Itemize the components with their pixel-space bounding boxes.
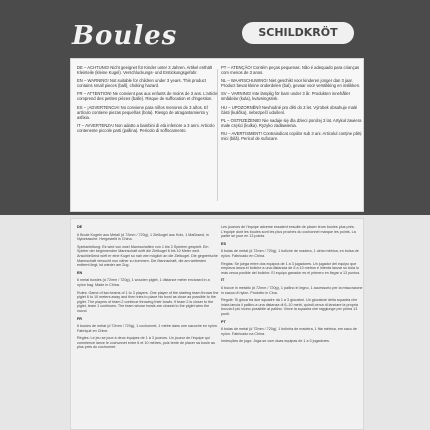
instruction-paragraph: Spielanleitung: Es wird von zwei Mannschaften von 1 bis 3 Spielern gespielt. Ein Spieler der beginnenden Mannschaft wirft die Zielkugel 6 bis 10 Meter weit. Anschließend wirft er eine Kugel so nah wie möglich an die Zielkugel. Die gegnerische Mannschaft versucht nun näher zu kommen. Die Mannschaft, die am weitesten entfernt liegt, ist wieder am Zug.: [77, 244, 218, 268]
warning-paragraph: NL – WAARSCHUWING! Niet geschikt voor kinderen jonger dan 3 jaar. Product bevat kleine onderdelen (bal), gevaar voor verstikking en inslikken.: [221, 78, 361, 89]
product-title: Boules: [72, 21, 178, 51]
language-code: EN: [77, 270, 83, 275]
instruction-paragraph: Règles: Le jeu se joue à deux équipes de 1 à 3 joueurs. Un joueur de l'équipe qui commence lance le cochonnet entre 6 et 10 mètres, puis tente de placer sa boule au plus près du cochonnet.: [77, 336, 216, 350]
warning-paragraph: IT – AVVERTENZA! Non adatto a bambini di età inferiore a 3 anni. Articolo contenente piccole parti (pallina). Pericolo di soffocamento.: [77, 122, 215, 133]
instruction-paragraph: Regole: Si gioca tra due squadre da 1 a 3 giocatori. Un giocatore della squadra che inizia lancia il pallino a una distanza di 6–10 metri, quindi cerca di lanciare la propria boccia il più vicino possibile al pallino. Vince la squadra che raggiunge per prima 13 punti.: [221, 298, 358, 316]
language-code: ES: [221, 241, 226, 246]
warning-paragraph: HU – UPOZORNĚNÍ! Nevhodné pro děti do 3 let. Výrobek obsahuje malé části (kulička), nebezpečí udušení.: [221, 104, 358, 115]
instruction-paragraph: 6 bolas de metal (d 72mm / 720g), 1 boliche de madera, 1 cinta métrica, en bolsa de nylon. Fabricado en China.: [221, 249, 359, 258]
warning-paragraph: FR – ATTENTION! Ne convient pas aux enfants de moins de 3 ans. L'article comprend des petites pièces (balle). Risque de suffocation et d'ingestion.: [77, 91, 218, 102]
instruction-paragraph: 6 bocce in metallo (d 72mm / 720g), 1 pallino in legno, 1 accessorio per la misurazione in sacca di nylon. Prodotto in Cina.: [221, 285, 363, 295]
language-code: DE: [77, 225, 83, 229]
instructions-left-column: [77, 225, 219, 353]
warnings-right-column: [221, 65, 363, 144]
instruction-paragraph: 6 metal bowles (d 72mm / 720g), 1 wooden piglet, 1 distance meter enclosed in a nylon bag. Made in China.: [77, 278, 210, 287]
brand-logo: [242, 22, 354, 44]
instruction-paragraph: Rules: Game of two teams of 1 to 3 players. One player of the starting team throws the piglet 6 to 10 meters away and then tries to place his bowl as close as possible to the piglet. The players of team 2 continue throwing their bowls. If team 2 is closer to the piglet, team 1 continues. The team whose bowls are closest to the piglet wins the round.: [77, 290, 219, 313]
language-code: PT: [221, 319, 226, 324]
instruction-paragraph: Reglas: Se juega entre dos equipos de 1 a 3 jugadores. Un jugador del equipo que empieza lanza el boliche a una distancia de 6 a 10 metros e intenta lanzar su bola lo más cerca posible del boliche. El equipo ganador es el primero en llegar a 13 puntos.: [221, 261, 361, 275]
instructions-right-column: [221, 225, 363, 347]
instruction-paragraph: 6 boules de métal (d 72mm / 720g), 1 cochonnet, 1 mètre dans une sacoche en nylon. Fabriqué en Chine.: [77, 324, 218, 333]
warnings-left-column: [77, 65, 219, 136]
warning-paragraph: DE – ACHTUNG! Nicht geeignet für Kinder unter 3 Jahren. Artikel enthält Kleinteile (kleine Kugel). Verschluckungs- und Erstickungsgefahr.: [77, 65, 212, 76]
warning-paragraph: PT – ATENÇÃO! Contém peças pequenas. Não é adequado para crianças com menos de 3 anos.: [221, 65, 360, 76]
instruction-paragraph: 6 Boule Kugeln aus Metall (d 72mm / 720g), 1 Zielkugel aus Holz, 1 Maßband, in Nylontasche. Hergestellt in China.: [77, 232, 209, 242]
language-code: FR: [77, 316, 82, 321]
brand-name: SCHILDKRÖT: [258, 26, 338, 39]
instruction-paragraph: Les joueurs de l'équipe adverse essaient ensuite de placer leurs boules plus près. L'équipe dont les boules sont les plus proches du cochonnet marque les points. La partie se joue en 13 points.: [221, 225, 356, 239]
instruction-paragraph: Instruções de jogo: Joga-se com duas equipas de 1 a 3 jogadores.: [221, 339, 330, 344]
warning-paragraph: PL – OSTRZEŻENIE! Nie nadaje się dla dzieci poniżej 3 lat. Artykuł zawiera małe części (kulka). Ryzyko zadławienia.: [221, 117, 362, 128]
warning-paragraph: SV – VARNING! Inte lämplig för barn under 3 år. Produkten innehåller smådelar (kula), kvävningsrisk.: [221, 91, 351, 102]
instructions-box: [70, 218, 364, 430]
warning-paragraph: EN – WARNING! Not suitable for children under 3 years. This product contains small pieces (ball), choking hazard.: [77, 78, 206, 89]
warning-paragraph: RU – AVERTISMENT! Contraindicat copiilor sub 3 ani. Articolul conține părți mici (bilă). Pericol de sufocare.: [221, 130, 362, 142]
instruction-paragraph: 6 bolas de metal (d 72mm / 720g), 1 bolinha de madeira, 1 fita métrica, em saco de nylon. Fabricado na China.: [221, 327, 357, 336]
warning-paragraph: ES – ¡ADVERTENCIA! No conviene para niños menores de 3 años. El artículo contiene piezas pequeñas (bola). Riesgo de atragantamiento y asfixia.: [77, 104, 209, 120]
language-code: IT: [221, 278, 225, 283]
safety-warnings-box: [70, 58, 364, 212]
